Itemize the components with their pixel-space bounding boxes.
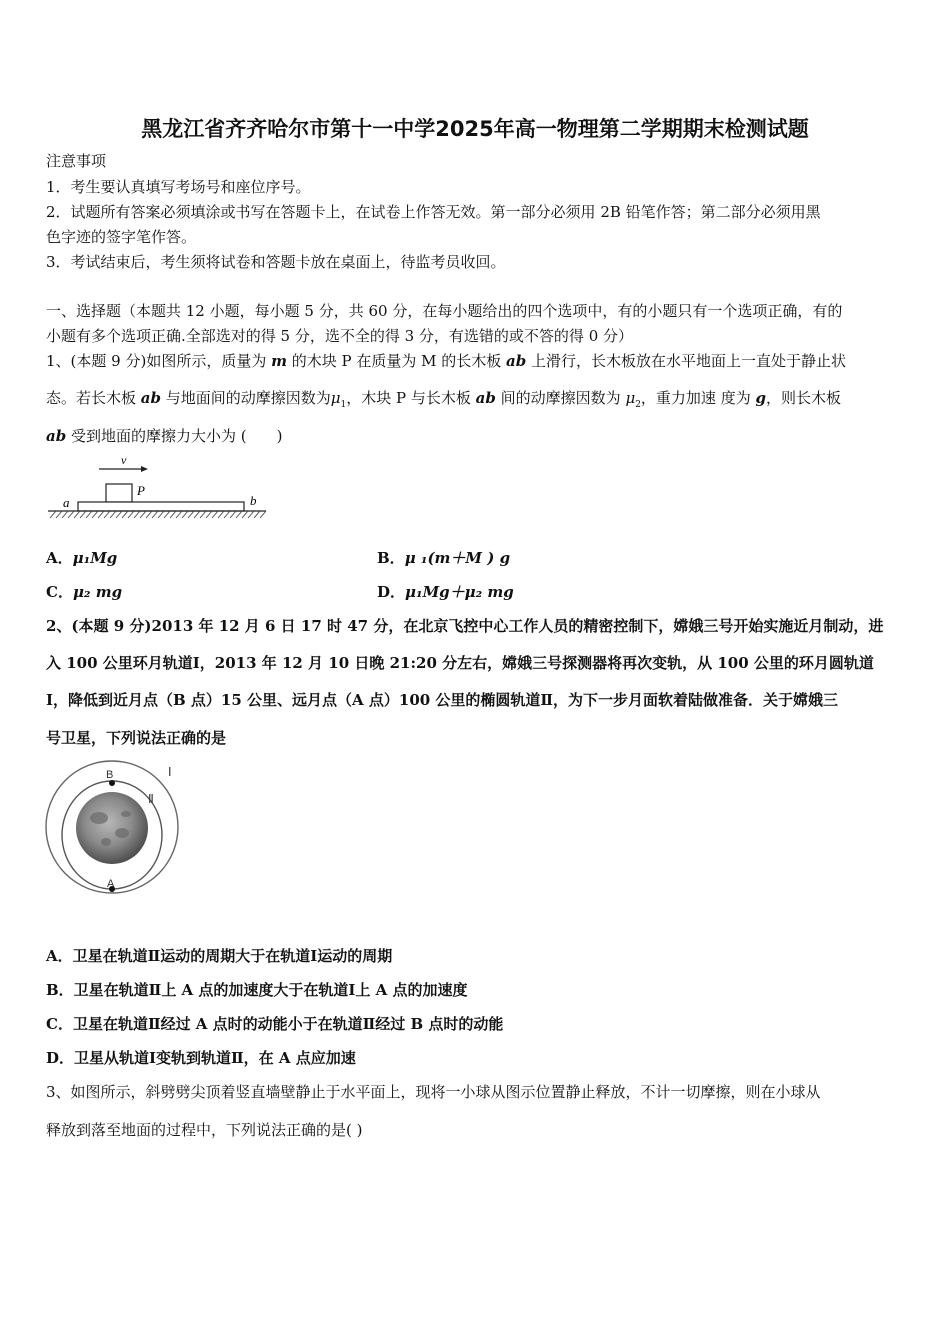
q1-sub: 1 [340,400,347,410]
q2-line: Ⅰ，降低到近月点（B 点）15 公里、远月点（A 点）100 公里的椭圆轨道Ⅱ，为下一步月面软着陆做准备．关于嫦娥三 [46,691,839,709]
q1-var-ab: ab [140,389,161,407]
notice-item: 2．试题所有答案必须填涂或书写在答题卡上，在试卷上作答无效。第一部分必须用 2B 铅笔作答；第二部分必须用黑 [46,203,821,221]
q1-option-d [377,582,514,602]
q1-var-m: m [271,352,287,370]
ground-hatching [50,511,266,518]
option-label: C． [46,583,73,601]
option-label: B． [377,549,405,567]
option-text: μ₂ mg [72,583,123,601]
q1-line [46,351,846,371]
block-p [106,484,132,502]
q1-text: 受到地面的摩擦力大小为 ( ) [66,427,283,445]
q1-var-g: g [755,389,766,407]
q1-option-b [377,548,510,568]
notice-item: 色字迹的签字笔作答。 [46,228,197,246]
q1-text: ，重力加速 度为 [640,389,756,407]
q1-line [46,426,282,446]
q2-option-b: B．卫星在轨道Ⅱ上 A 点的加速度大于在轨道Ⅰ上 A 点的加速度 [46,981,468,999]
q1-text: ，则长木板 [765,389,841,407]
block-p-label: P [137,483,145,498]
board-end-b-label: b [250,493,257,508]
orbit-one-label: Ⅰ [168,765,172,779]
board-end-a-label: a [63,495,70,510]
q1-text: 间的动摩擦因数为 [495,389,626,407]
orbit-two-label: Ⅱ [148,792,154,806]
q2-line: 号卫星，下列说法正确的是 [46,729,227,747]
q1-var-mu2: μ [625,389,636,407]
q1-option-a [46,548,117,568]
notice-item: 1．考生要认真填写考场号和座位序号。 [46,178,311,196]
q1-sub: 2 [635,400,641,410]
q2-option-d: D．卫星从轨道Ⅰ变轨到轨道Ⅱ，在 A 点应加速 [46,1049,356,1067]
q1-text: 态。若长木板 [46,389,141,407]
option-text: μ ₁(m＋M ) g [404,549,511,567]
q1-text: 上滑行，长木板放在水平地面上一直处于静止状 [526,352,847,370]
option-label: D． [377,583,406,601]
q2-figure [44,758,189,898]
q2-option-a: A．卫星在轨道Ⅱ运动的周期大于在轨道Ⅰ运动的周期 [46,947,393,965]
q3-line: 释放到落至地面的过程中，下列说法正确的是( ) [46,1121,363,1139]
section-instructions-line: 小题有多个选项正确.全部选对的得 5 分，选不全的得 3 分，有选错的或不答的得 0 分） [46,327,634,345]
q2-option-c: C．卫星在轨道Ⅱ经过 A 点时的动能小于在轨道Ⅱ经过 B 点时的动能 [46,1015,504,1033]
q1-var-ab: ab [506,352,527,370]
option-text: μ₁Mg＋μ₂ mg [405,583,514,601]
notice-heading: 注意事项 [46,152,107,170]
q1-text: 的木块 P 在质量为 M 的长木板 [286,352,507,370]
velocity-label: v [121,455,127,467]
notice-item: 3．考试结束后，考生须将试卷和答题卡放在桌面上，待监考员收回。 [46,253,506,271]
q1-line [46,388,841,415]
q1-option-c [46,582,122,602]
page-title: 黑龙江省齐齐哈尔市第十一中学2025年高一物理第二学期期末检测试题 [141,117,809,141]
point-a-label: A [107,878,115,890]
q1-text: ，木块 P 与长木板 [346,389,476,407]
q1-figure [44,455,274,525]
q1-var-ab: ab [46,427,67,445]
q1-var-ab: ab [475,389,496,407]
section-instructions-line: 一、选择题（本题共 12 小题，每小题 5 分，共 60 分，在每小题给出的四个选项中，有的小题只有一个选项正确，有的 [46,302,843,320]
q2-line: 2、(本题 9 分)2013 年 12 月 6 日 17 时 47 分，在北京飞控中心工作人员的精密控制下，嫦娥三号开始实施近月制动，进 [46,617,884,635]
velocity-arrow-head [141,466,148,472]
q1-var-mu1: μ [330,389,341,407]
moon-icon [76,792,148,864]
q3-line: 3、如图所示，斜劈劈尖顶着竖直墙壁静止于水平面上，现将一小球从图示位置静止释放，不计一切摩擦，则在小球从 [46,1083,821,1101]
q1-text: 1、(本题 9 分)如图所示，质量为 [46,352,272,370]
option-label: A． [46,549,73,567]
q2-line: 入 100 公里环月轨道Ⅰ，2013 年 12 月 10 日晚 21:20 分左右，嫦娥三号探测器将再次变轨，从 100 公里的环月圆轨道 [46,654,874,672]
long-board [78,502,244,511]
option-text: μ₁Mg [72,549,118,567]
q1-text: 与地面间的动摩擦因数为 [161,389,331,407]
point-b-label: B [106,769,114,781]
